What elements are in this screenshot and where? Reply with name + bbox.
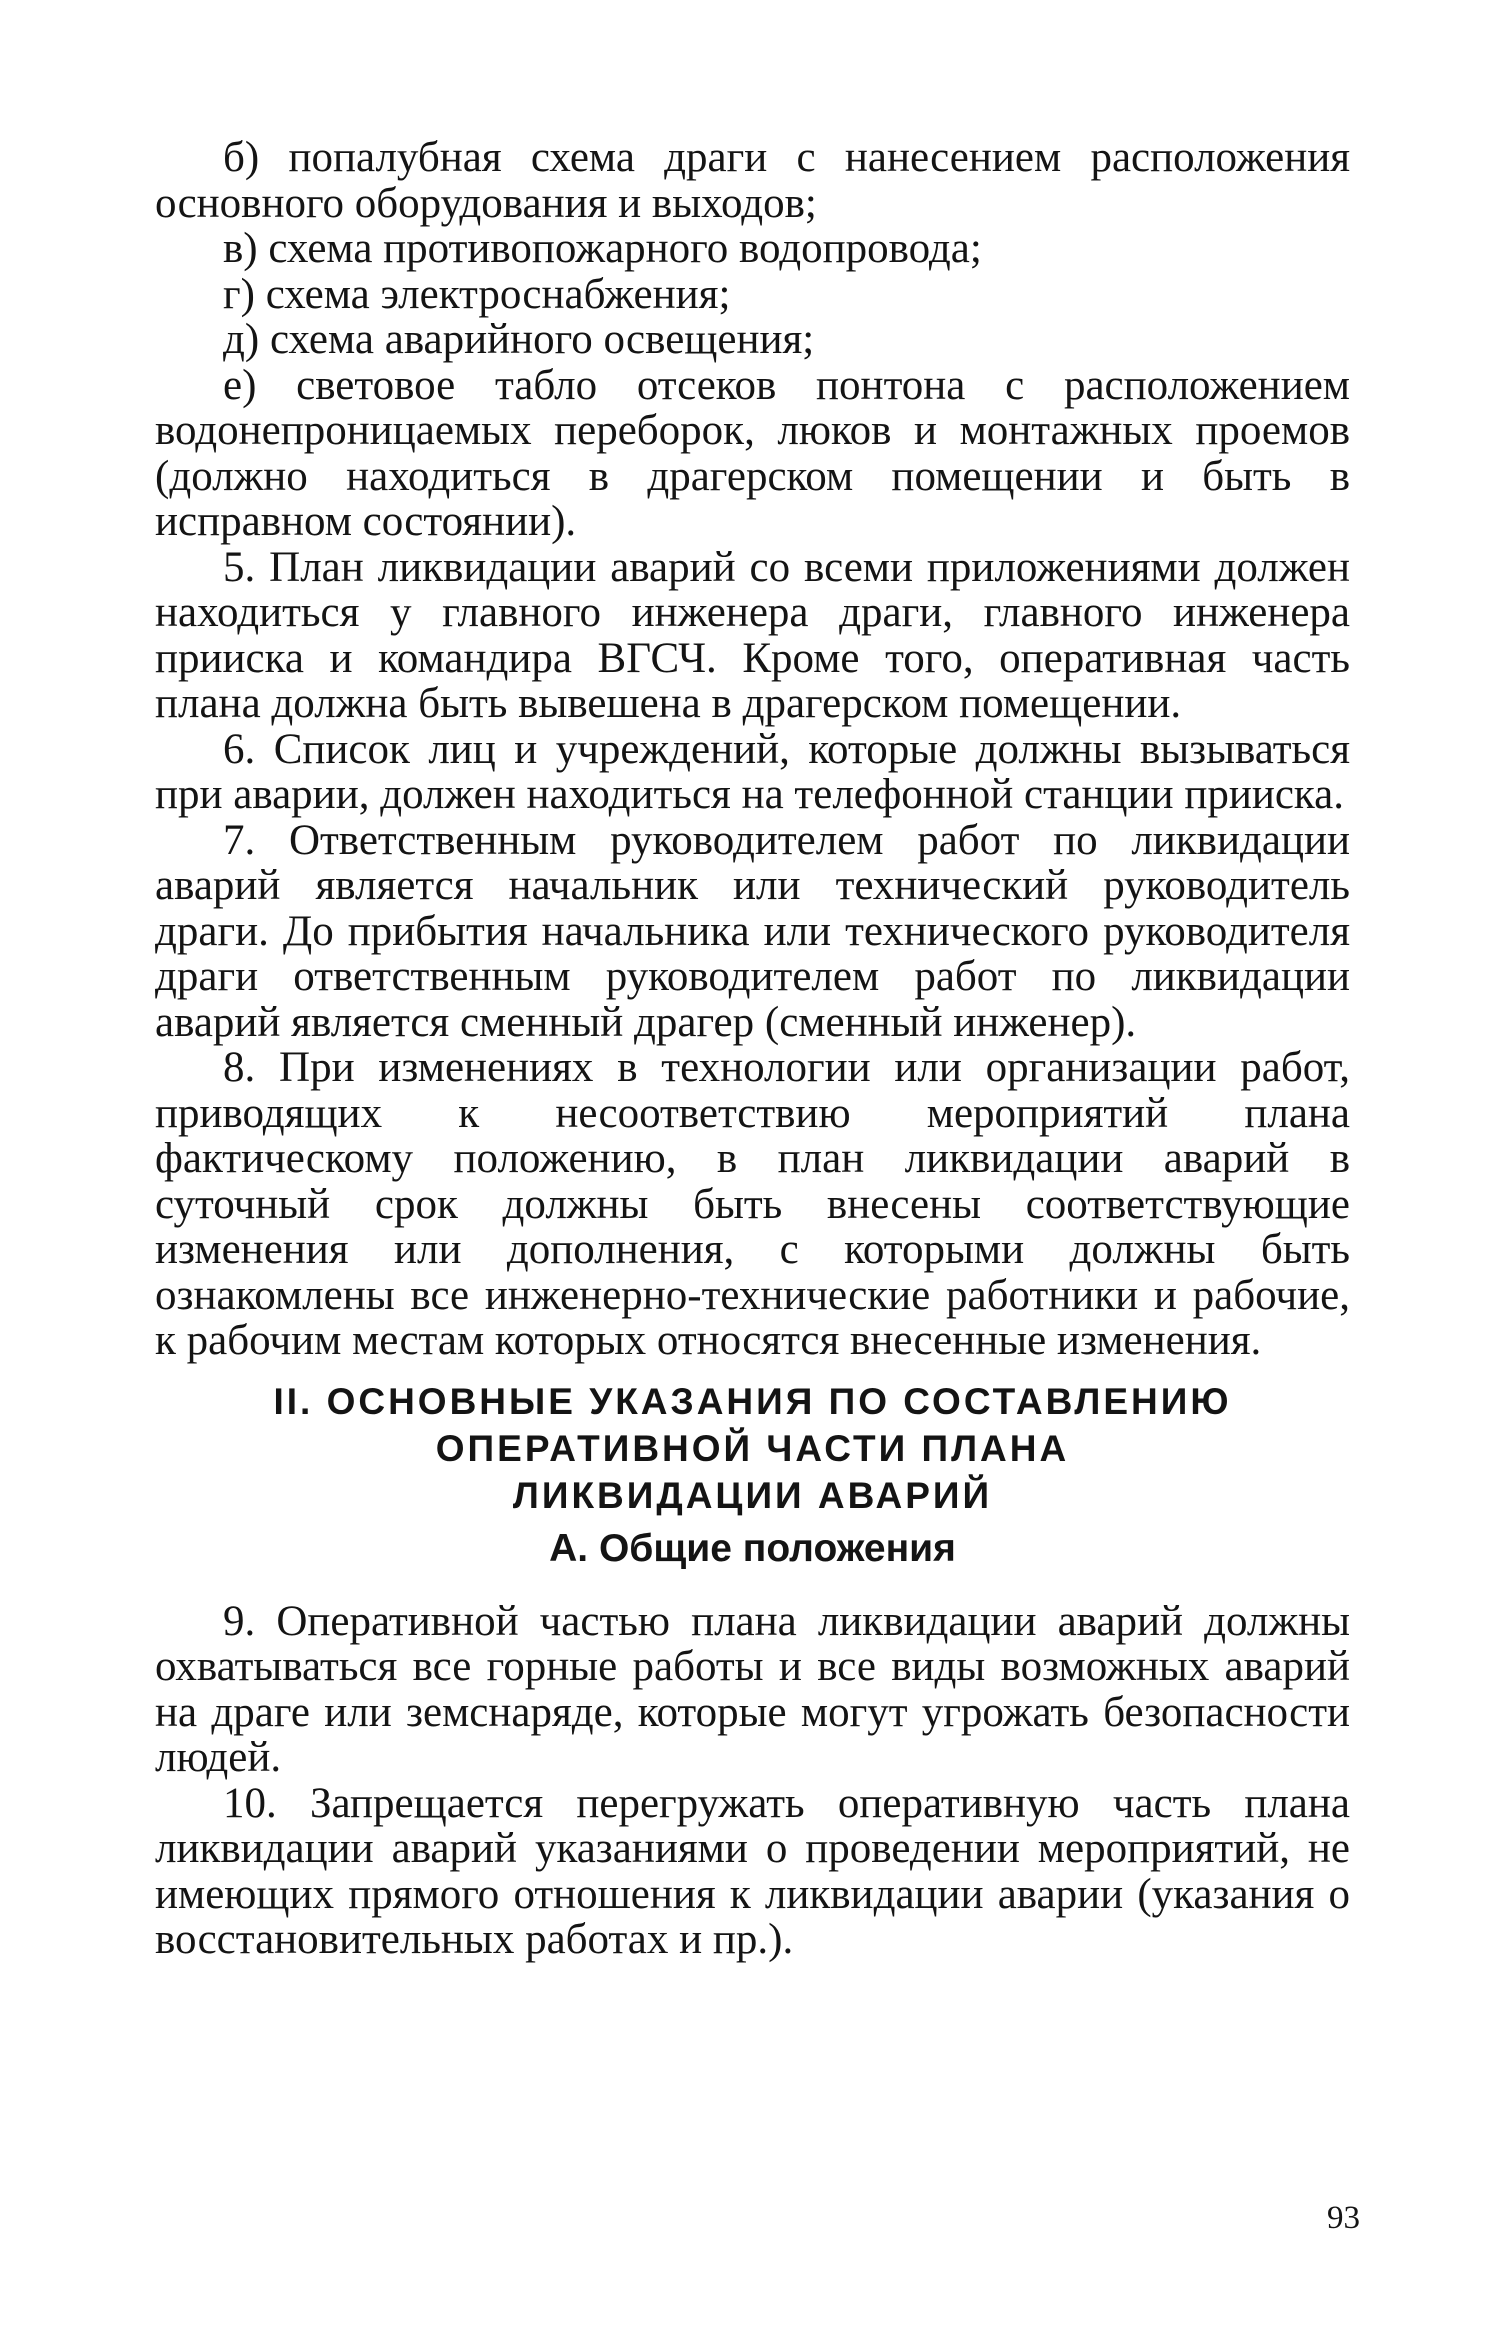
paragraph-5: 5. План ликвидации аварий со всеми приложениями должен находиться у главного инженера драги, главного инженера прииска и командира ВГСЧ. Кроме того, оперативная часть плана должна быть вывешена в драгерском помещении.: [155, 543, 1350, 727]
paragraph-9: 9. Оперативной частью плана ликвидации аварий должны охватываться все горные работы и все виды возможных аварий на драге или земснаряде, которые могут угрожать безопасности людей.: [155, 1597, 1350, 1781]
section-heading-line-1: II. ОСНОВНЫЕ УКАЗАНИЯ ПО СОСТАВЛЕНИЮ: [273, 1380, 1232, 1422]
paragraph-item-g: г) схема электроснабжения;: [223, 270, 731, 318]
paragraph-item-e: е) световое табло отсеков понтона с расположением водонепроницаемых переборок, люков и монтажных проемов (должно находиться в драгерском помещении и быть в исправном состоянии).: [155, 361, 1350, 545]
paragraph-10: 10. Запрещается перегружать оперативную часть плана ликвидации аварий указаниями о проведении мероприятий, не имеющих прямого отношения к ликвидации аварии (указания о восстановительных работах и пр.).: [155, 1779, 1350, 1963]
page-number: 93: [1327, 2200, 1360, 2236]
paragraph-8: 8. При изменениях в технологии или организации работ, приводящих к несоответствию мероприятий плана фактическому положению, в план ликвидации аварий в суточный срок должны быть внесены соответствующие изменения или дополнения, с которыми должны быть ознакомлены все инженерно-технические работники и рабочие, к рабочим местам которых относятся внесенные изменения.: [155, 1044, 1350, 1364]
paragraph-item-b: б) попалубная схема драги с нанесением расположения основного оборудования и выходов;: [155, 134, 1350, 227]
paragraph-7: 7. Ответственным руководителем работ по ликвидации аварий является начальник или технический руководитель драги. До прибытия начальника или технического руководителя драги ответственным руководителем работ по ликвидации аварий является сменный драгер (сменный инженер).: [155, 816, 1350, 1046]
section-heading-line-3: ЛИКВИДАЦИИ АВАРИЙ: [512, 1474, 993, 1516]
section-heading-line-2: ОПЕРАТИВНОЙ ЧАСТИ ПЛАНА: [435, 1427, 1070, 1469]
paragraph-item-v: в) схема противопожарного водопровода;: [223, 225, 982, 272]
subsection-heading: А. Общие положения: [549, 1526, 956, 1570]
document-page: [155, 135, 1350, 2255]
section-heading: [155, 1378, 1350, 1519]
paragraph-item-d: д) схема аварийного освещения;: [223, 316, 815, 363]
paragraph-6: 6. Список лиц и учреждений, которые должны вызываться при аварии, должен находиться на телефонной станции прииска.: [155, 725, 1350, 818]
